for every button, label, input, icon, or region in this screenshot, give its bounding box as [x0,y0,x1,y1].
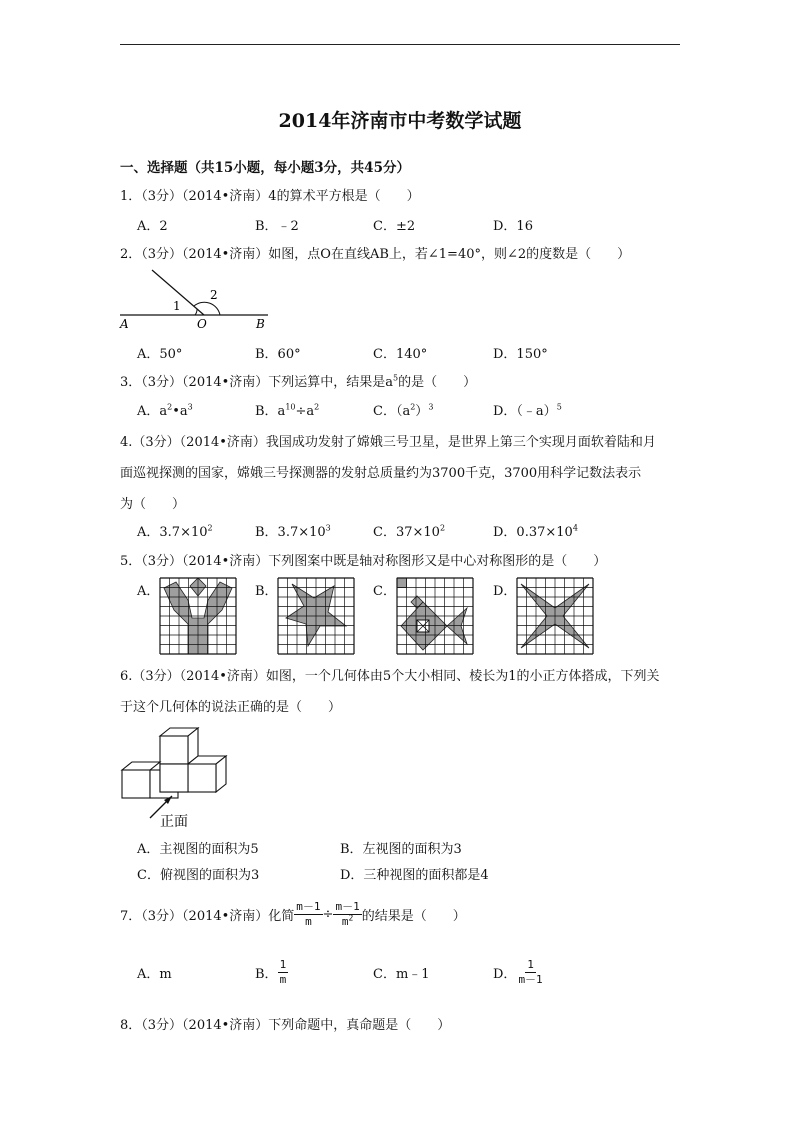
q5-option-b[interactable]: B． [255,584,278,599]
q2-option-c[interactable]: C．140° [373,347,428,362]
q6-option-a[interactable]: A．主视图的面积为5 [137,842,259,857]
q7-option-d[interactable]: D． $\frac{1}{m-1}$ [493,958,543,986]
front-view-label: 正面 [160,813,188,829]
q3-option-a[interactable]: A．$a^2•a^3$ [137,402,193,419]
label-angle-2: 2 [210,288,218,302]
label-o: O [197,317,207,331]
q1-option-a[interactable]: A．2 [137,219,168,234]
q5-pattern-d[interactable] [517,578,593,654]
q6-line-2: 于这个几何体的说法正确的是（ ） [120,700,342,715]
q5-option-a[interactable]: A． [137,584,160,599]
label-b: B [256,317,265,331]
q6-option-b[interactable]: B．左视图的面积为3 [340,842,462,857]
angle-1-arc [195,309,197,315]
q4-option-b[interactable]: B．$3.7\times 10^3$ [255,523,331,540]
label-a: A [120,317,129,331]
label-angle-1: 1 [173,299,181,313]
q6-option-c[interactable]: C．俯视图的面积为3 [137,868,260,883]
page-title: 2014年济南市中考数学试题 [278,110,522,132]
q7-fraction-2: $\frac{m-1}{m^2}$ [335,900,360,928]
q6-option-d[interactable]: D．三种视图的面积都是4 [340,868,489,883]
section-heading: 一、选择题（共15小题，每小题3分，共45分） [120,160,410,176]
q7-option-c[interactable]: C．m﹣1 [373,967,430,982]
q8-stem: 8．（3分）（2014•济南）下列命题中，真命题是（ ） [120,1018,451,1033]
q1-option-c[interactable]: C．±2 [373,219,416,234]
q5-option-d[interactable]: D． [493,584,517,599]
q1-option-b[interactable]: B．﹣2 [255,219,299,234]
q6-line-1: 6.（3分）（2014•济南）如图，一个几何体由5个大小相同、棱长为1的小正方体搭成，下列关 [120,669,660,684]
q4-line-1: 4.（3分）（2014•济南）我国成功发射了嫦娥三号卫星，是世界上第三个实现月面软着陆和月 [120,435,656,450]
q7-stem: 7．（3分）（2014•济南）化简 $\frac{m-1}{m}$ ÷ $\frac{m-1}{m^2}$ 的结果是（ ） [120,900,466,928]
angle-2-arc [194,302,220,315]
q2-option-d[interactable]: D．150° [493,347,548,362]
q7-option-a[interactable]: A．m [137,967,172,982]
header-rule [120,44,680,45]
q4-option-c[interactable]: C．$37\times 10^2$ [373,523,446,540]
q2-angle-figure [118,266,278,332]
q3-option-b[interactable]: B．$a^{10}\div a^2$ [255,402,320,419]
q7-fraction-1: $\frac{m-1}{m}$ [296,900,321,928]
q1-stem: 1．（3分）（2014•济南）4的算术平方根是（ ） [120,189,420,204]
q6-cube-figure [120,722,240,830]
q2-stem: 2．（3分）（2014•济南）如图，点O在直线AB上，若∠1=40°，则∠2的度数是（ ） [120,247,631,262]
q1-option-d[interactable]: D．16 [493,219,533,234]
q5-pattern-a[interactable] [160,578,236,654]
q2-option-a[interactable]: A．50° [137,347,183,362]
q5-option-c[interactable]: C． [373,584,396,599]
q5-stem: 5．（3分）（2014•济南）下列图案中既是轴对称图形又是中心对称图形的是（ ） [120,554,607,569]
q2-option-b[interactable]: B．60° [255,347,301,362]
q4-option-d[interactable]: D．$0.37\times 10^4$ [493,523,578,540]
q4-line-2: 面巡视探测的国家，嫦娥三号探测器的发射总质量约为3700千克，3700用科学记数法表示 [120,466,642,481]
q5-pattern-c[interactable] [397,578,473,654]
q7-option-b[interactable]: B． $\frac{1}{m}$ [255,958,287,986]
q3-option-c[interactable]: C．$(a^2)^3$ [373,402,434,419]
q3-stem: 3．（3分）（2014•济南）下列运算中，结果是$a^5$的是（ ） [120,373,477,390]
q4-line-3: 为（ ） [120,497,186,512]
q4-option-a[interactable]: A．$3.7\times 10^2$ [137,523,213,540]
q5-pattern-b[interactable] [278,578,354,654]
q3-option-d[interactable]: D．（﹣a）$^5$ [493,402,562,419]
